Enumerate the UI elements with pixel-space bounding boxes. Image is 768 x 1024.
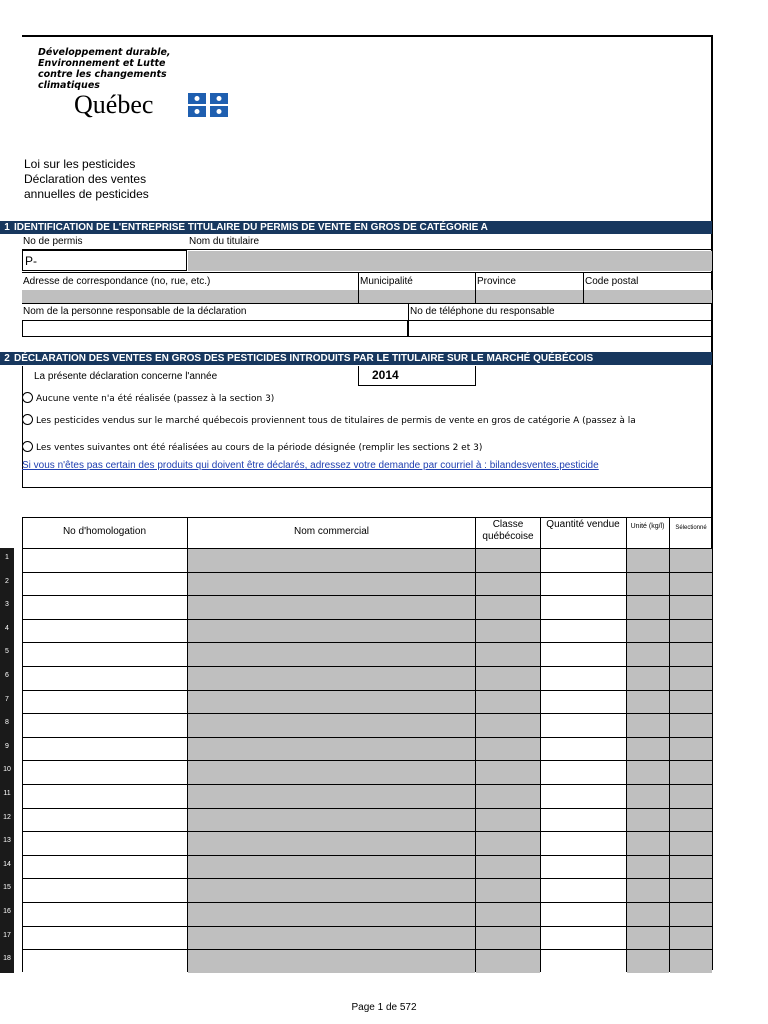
col-header-quantite: Quantité vendue bbox=[546, 519, 620, 530]
divider bbox=[22, 642, 712, 643]
option-no-sales bbox=[22, 392, 712, 405]
classe-cell[interactable] bbox=[476, 808, 540, 831]
selection-cell[interactable] bbox=[670, 878, 712, 902]
classe-cell[interactable] bbox=[476, 926, 540, 949]
selection-cell[interactable] bbox=[670, 595, 712, 619]
selection-cell[interactable] bbox=[670, 666, 712, 690]
products-table bbox=[0, 517, 712, 972]
divider bbox=[669, 517, 670, 972]
unit-cell[interactable] bbox=[627, 690, 669, 713]
row-number: 16 bbox=[0, 902, 14, 926]
homologation-cell[interactable] bbox=[22, 760, 187, 784]
divider bbox=[22, 713, 712, 714]
quantity-cell[interactable] bbox=[541, 690, 626, 713]
municipality-field[interactable] bbox=[359, 290, 475, 303]
homologation-cell[interactable] bbox=[22, 548, 187, 572]
commercial-name-cell[interactable] bbox=[188, 595, 475, 619]
permit-number-value: P- bbox=[25, 254, 37, 268]
table-row bbox=[0, 760, 712, 784]
classe-cell[interactable] bbox=[476, 572, 540, 595]
selection-cell[interactable] bbox=[670, 642, 712, 666]
unit-cell[interactable] bbox=[627, 784, 669, 808]
commercial-name-cell[interactable] bbox=[188, 949, 475, 973]
divider bbox=[22, 760, 712, 761]
quantity-cell[interactable] bbox=[541, 666, 626, 690]
unit-cell[interactable] bbox=[627, 760, 669, 784]
selection-cell[interactable] bbox=[670, 548, 712, 572]
table-row bbox=[0, 642, 712, 666]
selection-cell[interactable] bbox=[670, 784, 712, 808]
divider bbox=[187, 517, 188, 972]
homologation-cell[interactable] bbox=[22, 737, 187, 760]
unit-cell[interactable] bbox=[627, 548, 669, 572]
table-row bbox=[0, 713, 712, 737]
commercial-name-cell[interactable] bbox=[188, 619, 475, 642]
homologation-cell[interactable] bbox=[22, 831, 187, 855]
divider bbox=[22, 878, 712, 879]
divider bbox=[22, 949, 712, 950]
row-number: 4 bbox=[0, 619, 14, 642]
divider bbox=[475, 517, 476, 972]
commercial-name-cell[interactable] bbox=[188, 831, 475, 855]
classe-cell[interactable] bbox=[476, 642, 540, 666]
selection-cell[interactable] bbox=[670, 926, 712, 949]
divider bbox=[22, 737, 712, 738]
page-number: Page 1 de 572 bbox=[351, 1002, 417, 1013]
classe-cell[interactable] bbox=[476, 831, 540, 855]
unit-cell[interactable] bbox=[627, 713, 669, 737]
col-header-classe: Classe québécoise bbox=[482, 519, 534, 542]
classe-cell[interactable] bbox=[476, 784, 540, 808]
selection-cell[interactable] bbox=[670, 831, 712, 855]
homologation-cell[interactable] bbox=[22, 902, 187, 926]
row-number: 5 bbox=[0, 642, 14, 666]
homologation-cell[interactable] bbox=[22, 642, 187, 666]
quantity-cell[interactable] bbox=[541, 595, 626, 619]
table-row bbox=[0, 878, 712, 902]
table-row bbox=[0, 619, 712, 642]
quantity-cell[interactable] bbox=[541, 572, 626, 595]
ministry-line: Environnement et Lutte bbox=[38, 58, 166, 69]
section-number: 1 bbox=[4, 222, 10, 233]
divider bbox=[22, 855, 712, 856]
selection-cell[interactable] bbox=[670, 808, 712, 831]
commercial-name-cell[interactable] bbox=[188, 690, 475, 713]
commercial-name-cell[interactable] bbox=[188, 855, 475, 878]
unit-cell[interactable] bbox=[627, 666, 669, 690]
row-number: 18 bbox=[0, 949, 14, 973]
section-number: 2 bbox=[4, 353, 10, 364]
classe-cell[interactable] bbox=[476, 690, 540, 713]
selection-cell[interactable] bbox=[670, 737, 712, 760]
commercial-name-cell[interactable] bbox=[188, 642, 475, 666]
table-row bbox=[0, 690, 712, 713]
section-title: IDENTIFICATION DE L'ENTREPRISE TITULAIRE DU PERMIS DE VENTE EN GROS DE CATÉGORIE A bbox=[14, 222, 488, 233]
year-label: La présente déclaration concerne l'année bbox=[34, 371, 218, 382]
responsible-name-field[interactable] bbox=[22, 320, 408, 337]
divider bbox=[22, 517, 23, 972]
postal-code-field[interactable] bbox=[584, 290, 712, 303]
divider bbox=[408, 304, 409, 320]
classe-cell[interactable] bbox=[476, 548, 540, 572]
quantity-cell[interactable] bbox=[541, 878, 626, 902]
quantity-cell[interactable] bbox=[541, 855, 626, 878]
commercial-name-cell[interactable] bbox=[188, 737, 475, 760]
row-number: 8 bbox=[0, 713, 14, 737]
unit-cell[interactable] bbox=[627, 949, 669, 973]
quantity-cell[interactable] bbox=[541, 902, 626, 926]
row-number: 17 bbox=[0, 926, 14, 949]
selection-cell[interactable] bbox=[670, 855, 712, 878]
commercial-name-cell[interactable] bbox=[188, 666, 475, 690]
option-label: Les ventes suivantes ont été réalisées au cours de la période désignée (remplir les sections 2 et 3) bbox=[36, 443, 483, 453]
commercial-name-cell[interactable] bbox=[188, 760, 475, 784]
classe-cell[interactable] bbox=[476, 878, 540, 902]
phone-label: No de téléphone du responsable bbox=[410, 306, 555, 317]
phone-field[interactable] bbox=[408, 320, 712, 337]
divider bbox=[22, 690, 712, 691]
selection-cell[interactable] bbox=[670, 760, 712, 784]
row-number: 3 bbox=[0, 595, 14, 619]
homologation-cell[interactable] bbox=[22, 926, 187, 949]
option-label: Aucune vente n'a été réalisée (passez à la section 3) bbox=[36, 394, 275, 404]
quantity-cell[interactable] bbox=[541, 619, 626, 642]
ministry-line: climatiques bbox=[38, 80, 100, 91]
permit-number-field[interactable] bbox=[22, 250, 187, 271]
col-header-commercial: Nom commercial bbox=[293, 526, 369, 537]
ministry-line: Développement durable, bbox=[38, 47, 171, 58]
unit-cell[interactable] bbox=[627, 619, 669, 642]
divider bbox=[22, 487, 712, 488]
option-label: Les pesticides vendus sur le marché québecois proviennent tous de titulaires de permis de vente en gros de catégorie A (passez à la bbox=[36, 416, 636, 426]
law-line: Déclaration des ventes bbox=[24, 172, 147, 186]
table-row bbox=[0, 855, 712, 878]
divider bbox=[22, 619, 712, 620]
unit-cell[interactable] bbox=[627, 642, 669, 666]
commercial-name-cell[interactable] bbox=[188, 878, 475, 902]
classe-cell[interactable] bbox=[476, 760, 540, 784]
selection-cell[interactable] bbox=[670, 713, 712, 737]
quantity-cell[interactable] bbox=[541, 926, 626, 949]
holder-label: Nom du titulaire bbox=[189, 236, 260, 247]
divider bbox=[22, 548, 712, 549]
year-value: 2014 bbox=[372, 368, 399, 382]
homologation-cell[interactable] bbox=[22, 784, 187, 808]
responsible-label: Nom de la personne responsable de la déclaration bbox=[23, 306, 247, 317]
table-row bbox=[0, 737, 712, 760]
classe-cell[interactable] bbox=[476, 855, 540, 878]
classe-cell[interactable] bbox=[476, 619, 540, 642]
divider bbox=[22, 595, 712, 596]
ministry-line: contre les changements bbox=[38, 69, 167, 80]
row-number: 9 bbox=[0, 737, 14, 760]
divider bbox=[22, 902, 712, 903]
table-row bbox=[0, 595, 712, 619]
quebec-wordmark: Québec bbox=[74, 90, 154, 119]
homologation-cell[interactable] bbox=[22, 808, 187, 831]
quantity-cell[interactable] bbox=[541, 784, 626, 808]
table-row bbox=[0, 572, 712, 595]
radio-all-from-holders[interactable] bbox=[22, 414, 33, 425]
row-number: 15 bbox=[0, 878, 14, 902]
radio-sales-made[interactable] bbox=[22, 441, 33, 452]
selection-cell[interactable] bbox=[670, 619, 712, 642]
quantity-cell[interactable] bbox=[541, 949, 626, 973]
table-row bbox=[0, 784, 712, 808]
homologation-cell[interactable] bbox=[22, 878, 187, 902]
homologation-cell[interactable] bbox=[22, 619, 187, 642]
year-field[interactable] bbox=[358, 366, 476, 386]
option-all-from-holders bbox=[22, 414, 712, 427]
table-row bbox=[0, 949, 712, 973]
law-title bbox=[24, 157, 149, 202]
divider bbox=[22, 831, 712, 832]
municipality-label: Municipalité bbox=[360, 276, 413, 287]
homologation-cell[interactable] bbox=[22, 690, 187, 713]
contact-email-link[interactable]: Si vous n'êtes pas certain des produits qui doivent être déclarés, adressez votre demande par courriel à : bilandesventes.pesticide bbox=[22, 460, 599, 471]
option-sales-made bbox=[22, 441, 712, 454]
homologation-cell[interactable] bbox=[22, 666, 187, 690]
section-2-header bbox=[0, 352, 712, 365]
table-row bbox=[0, 902, 712, 926]
unit-cell[interactable] bbox=[627, 902, 669, 926]
law-line: Loi sur les pesticides bbox=[24, 157, 136, 171]
commercial-name-cell[interactable] bbox=[188, 713, 475, 737]
address-field[interactable] bbox=[22, 290, 358, 303]
homologation-cell[interactable] bbox=[22, 713, 187, 737]
quantity-cell[interactable] bbox=[541, 808, 626, 831]
unit-cell[interactable] bbox=[627, 831, 669, 855]
row-number: 7 bbox=[0, 690, 14, 713]
postal-code-label: Code postal bbox=[585, 276, 639, 287]
permit-label: No de permis bbox=[23, 236, 83, 247]
quantity-cell[interactable] bbox=[541, 737, 626, 760]
quantity-cell[interactable] bbox=[541, 642, 626, 666]
classe-cell[interactable] bbox=[476, 666, 540, 690]
table-row bbox=[0, 666, 712, 690]
section-title: DÉCLARATION DES VENTES EN GROS DES PESTICIDES INTRODUITS PAR LE TITULAIRE SUR LE MARCHÉ QUÉBÉCOIS bbox=[14, 353, 594, 364]
quebec-logo bbox=[74, 90, 153, 120]
ministry-name bbox=[38, 47, 171, 91]
quantity-cell[interactable] bbox=[541, 548, 626, 572]
commercial-name-cell[interactable] bbox=[188, 808, 475, 831]
divider bbox=[22, 303, 712, 304]
page-top-border bbox=[22, 35, 713, 37]
commercial-name-cell[interactable] bbox=[188, 902, 475, 926]
unit-cell[interactable] bbox=[627, 572, 669, 595]
classe-cell[interactable] bbox=[476, 713, 540, 737]
selection-cell[interactable] bbox=[670, 949, 712, 973]
unit-cell[interactable] bbox=[627, 808, 669, 831]
province-field[interactable] bbox=[476, 290, 583, 303]
row-number: 11 bbox=[0, 784, 14, 808]
classe-cell[interactable] bbox=[476, 737, 540, 760]
homologation-cell[interactable] bbox=[22, 572, 187, 595]
homologation-cell[interactable] bbox=[22, 949, 187, 973]
divider bbox=[626, 517, 627, 972]
table-row bbox=[0, 808, 712, 831]
row-number: 10 bbox=[0, 760, 14, 784]
holder-name-field[interactable] bbox=[188, 251, 712, 271]
homologation-cell[interactable] bbox=[22, 595, 187, 619]
quantity-cell[interactable] bbox=[541, 831, 626, 855]
province-label: Province bbox=[477, 276, 516, 287]
selection-cell[interactable] bbox=[670, 690, 712, 713]
classe-cell[interactable] bbox=[476, 595, 540, 619]
divider bbox=[22, 572, 712, 573]
divider bbox=[540, 517, 541, 972]
row-number: 13 bbox=[0, 831, 14, 855]
unit-cell[interactable] bbox=[627, 595, 669, 619]
address-label: Adresse de correspondance (no, rue, etc.) bbox=[23, 276, 211, 287]
section-1-header bbox=[0, 221, 712, 234]
divider bbox=[22, 666, 712, 667]
table-row bbox=[0, 831, 712, 855]
row-number: 12 bbox=[0, 808, 14, 831]
divider bbox=[22, 808, 712, 809]
unit-cell[interactable] bbox=[627, 926, 669, 949]
commercial-name-cell[interactable] bbox=[188, 784, 475, 808]
divider bbox=[22, 784, 712, 785]
row-number: 14 bbox=[0, 855, 14, 878]
row-number: 6 bbox=[0, 666, 14, 690]
divider bbox=[22, 926, 712, 927]
table-row bbox=[0, 926, 712, 949]
commercial-name-cell[interactable] bbox=[188, 548, 475, 572]
col-header-unite: Unité (kg/l) bbox=[630, 523, 665, 530]
quantity-cell[interactable] bbox=[541, 713, 626, 737]
table-row bbox=[0, 548, 712, 572]
commercial-name-cell[interactable] bbox=[188, 572, 475, 595]
selection-cell[interactable] bbox=[670, 572, 712, 595]
homologation-cell[interactable] bbox=[22, 855, 187, 878]
unit-cell[interactable] bbox=[627, 855, 669, 878]
unit-cell[interactable] bbox=[627, 737, 669, 760]
divider bbox=[22, 272, 712, 273]
selection-cell[interactable] bbox=[670, 902, 712, 926]
classe-cell[interactable] bbox=[476, 902, 540, 926]
law-line: annuelles de pesticides bbox=[24, 187, 149, 201]
divider bbox=[22, 517, 712, 518]
row-number: 2 bbox=[0, 572, 14, 595]
quantity-cell[interactable] bbox=[541, 760, 626, 784]
row-number: 1 bbox=[0, 548, 14, 572]
col-header-homologation: No d'homologation bbox=[62, 526, 147, 537]
classe-cell[interactable] bbox=[476, 949, 540, 973]
col-header-selection: Sélectionné bbox=[675, 525, 707, 531]
radio-no-sales[interactable] bbox=[22, 392, 33, 403]
unit-cell[interactable] bbox=[627, 878, 669, 902]
commercial-name-cell[interactable] bbox=[188, 926, 475, 949]
quebec-flag-icon bbox=[187, 92, 229, 118]
